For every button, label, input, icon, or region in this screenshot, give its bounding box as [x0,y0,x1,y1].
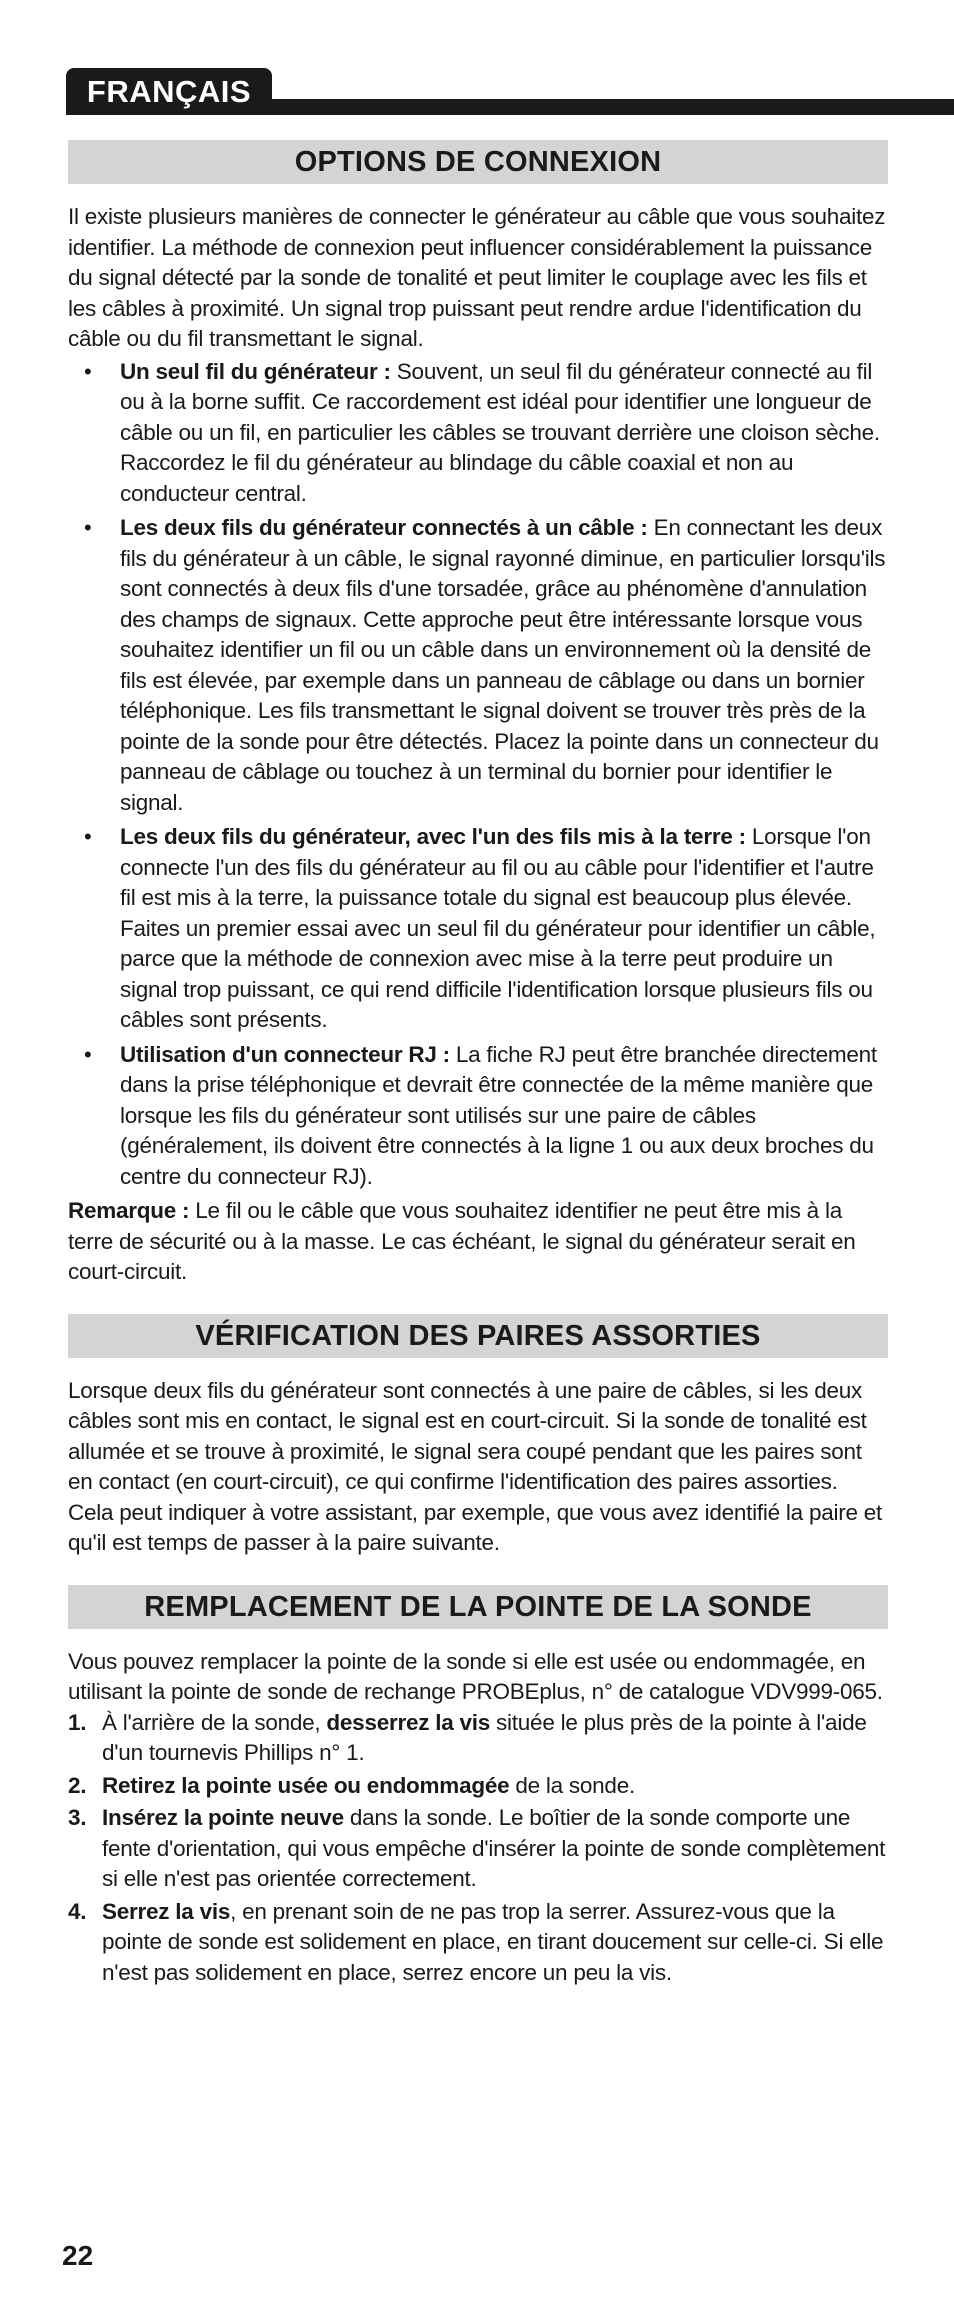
step-number: 2. [68,1772,87,1798]
step-number: 4. [68,1898,87,1924]
bullet-icon: • [84,824,92,849]
connection-options-list [68,357,888,1193]
bullet-icon: • [84,1041,92,1067]
list-item-text: Souvent, un seul fil du générateur connecté au fil ou à la borne suffit. Ce raccordement est idéal pour identifier une longueur de câble ou un fil, en particulier les câbles se trouvant derrière une cloison sèche. Raccordez le fil du générateur au blindage du câble coaxial et non au conducteur central. [120,358,880,506]
page-content [68,140,888,1990]
list-item [68,1040,888,1193]
step-text-pre: À l'arrière de la sonde, [102,1709,327,1735]
section-heading-matching-pairs: VÉRIFICATION DES PAIRES ASSORTIES [68,1314,888,1358]
list-item-label: Un seul fil du générateur : [120,358,391,384]
step-item [68,1708,888,1769]
bullet-icon: • [84,515,92,540]
list-item-label: Utilisation d'un connecteur RJ : [120,1041,450,1067]
step-text-post: dans la sonde. Le boîtier de la sonde comporte une fente d'orientation, qui vous empêche d'insérer la pointe de sonde complètement si elle n'est pas orientée correctement. [102,1805,886,1891]
note-text: Le fil ou le câble que vous souhaitez identifier ne peut être mis à la terre de sécurité ou à la masse. Le cas échéant, le signal du générateur serait en court-circuit. [68,1198,856,1284]
list-item-label: Les deux fils du générateur connectés à un câble : [120,515,648,540]
matching-pairs-paragraph: Lorsque deux fils du générateur sont connectés à une paire de câbles, si les deux câbles sont mis en contact, le signal est en court-circuit. Si la sonde de tonalité est allumée et se trouve à proximité, le signal sera coupé pendant que les paires sont en contact (en court-circuit), ce qui confirme l'identification des paires assorties. Cela peut indiquer à votre assistant, par exemple, que vous avez identifié la paire et qu'il est temps de passer à la paire suivante. [68,1377,882,1555]
step-number: 3. [68,1805,87,1830]
section-heading-connection-options: OPTIONS DE CONNEXION [68,140,888,184]
probe-tip-intro-paragraph: Vous pouvez remplacer la pointe de la sonde si elle est usée ou endommagée, en utilisant la pointe de sonde de rechange PROBEplus, n° de catalogue VDV999-065. [68,1648,883,1704]
step-text-bold: desserrez la vis [326,1709,491,1735]
bullet-icon: • [84,358,92,384]
list-item-text: Lorsque l'on connecte l'un des fils du générateur au fil ou au câble pour l'identifier et l'autre fil est mis à la terre, la puissance totale du signal est beaucoup plus élevée. Faites un premier essai avec un seul fil du générateur pour identifier un câble, parce que la méthode de connexion avec mise à la terre peut produire un signal trop puissant, ce qui rend difficile l'identification lorsque plusieurs fils ou câbles sont présents. [120,824,876,1032]
list-item-label: Les deux fils du générateur, avec l'un des fils mis à la terre : [120,824,746,849]
step-number: 1. [68,1709,87,1735]
step-item [68,1897,888,1989]
page-number: 22 [62,2240,94,2271]
list-item [68,357,888,510]
step-text-bold: Insérez la pointe neuve [102,1805,344,1830]
step-text-post: de la sonde. [509,1772,635,1798]
list-item [68,513,888,818]
step-text-post: , en prenant soin de ne pas trop la serrer. Assurez-vous que la pointe de sonde est solidement en place, en tirant doucement sur celle-ci. Si elle n'est pas solidement en place, serrez encore un peu la vis. [102,1898,884,1985]
step-text-bold: Serrez la vis [102,1898,231,1924]
step-item [68,1771,888,1802]
list-item [68,822,888,1036]
step-text-bold: Retirez la pointe usée ou endommagée [102,1772,510,1798]
language-tab: FRANÇAIS [66,68,272,115]
probe-tip-steps-list [68,1708,888,1989]
connection-intro-paragraph: Il existe plusieurs manières de connecter le générateur au câble que vous souhaitez identifier. La méthode de connexion peut influencer considérablement la puissance du signal détecté par la sonde de tonalité et peut limiter le couplage avec les fils et les câbles à proximité. Un signal trop puissant peut rendre ardue l'identification du câble ou du fil transmettant le signal. [68,204,886,351]
step-item [68,1803,888,1895]
list-item-text: En connectant les deux fils du générateur à un câble, le signal rayonné diminue, en particulier lorsqu'ils sont connectés à deux fils d'une torsadée, grâce au phénomène d'annulation des champs de signaux. Cette approche peut être intéressante lorsque vous souhaitez identifier un fil ou un câble dans un environnement où la densité de fils est élevée, par exemple dans un panneau de câblage ou dans un bornier téléphonique. Les fils transmettant le signal doivent se trouver très près de la pointe de la sonde pour être détectés. Placez la pointe dans un connecteur du panneau de câblage ou touchez à un terminal du bornier pour identifier le signal. [120,515,886,815]
connection-note [68,1196,888,1288]
note-label: Remarque : [68,1198,190,1223]
step-text-post: située le plus près de la pointe à l'aide d'un tournevis Phillips n° 1. [102,1709,867,1765]
section-heading-probe-tip-replacement: REMPLACEMENT DE LA POINTE DE LA SONDE [68,1585,888,1629]
list-item-text: La fiche RJ peut être branchée directement dans la prise téléphonique et devrait être connectée de la même manière que lorsque les fils du générateur sont utilisés sur une paire de câbles (généralement, ils doivent être connectés à la ligne 1 ou aux deux broches du centre du connecteur RJ). [120,1041,877,1189]
